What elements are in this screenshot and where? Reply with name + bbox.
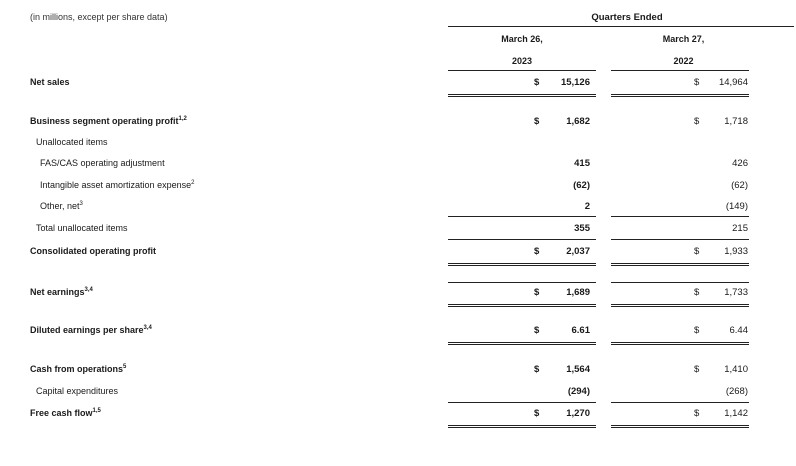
diluted-eps-2023: 6.61	[571, 325, 590, 336]
single-rule	[448, 239, 596, 240]
currency-symbol: $	[694, 116, 700, 127]
consolidated-op-2023: 2,037	[566, 246, 590, 257]
net-earnings-2022: 1,733	[724, 287, 748, 298]
row-label-net-earnings: Net earnings$^{3,4}$	[30, 287, 93, 297]
currency-symbol: $	[534, 287, 540, 298]
intangible-2023: (62)	[573, 180, 590, 191]
total-unallocated-2023: 355	[574, 223, 590, 234]
currency-symbol: $	[694, 364, 700, 375]
net-sales-2023: 15,126	[560, 77, 590, 88]
currency-symbol: $	[694, 408, 700, 419]
consolidated-op-2022: 1,933	[724, 246, 748, 257]
quarters-ended-header: Quarters Ended	[591, 12, 663, 23]
col1-header-rule	[448, 70, 596, 71]
row-label-cfo: Cash from operations$^5$	[30, 364, 127, 374]
fascas-2022: 426	[732, 158, 748, 169]
total-unallocated-2022: 215	[732, 223, 748, 234]
double-rule	[611, 304, 749, 307]
row-label-diluted-eps: Diluted earnings per share$^{3,4}$	[30, 325, 152, 335]
bsop-2022: 1,718	[724, 116, 748, 127]
other-2023: 2	[584, 201, 590, 212]
currency-symbol: $	[694, 77, 700, 88]
header-rule	[448, 26, 794, 27]
currency-symbol: $	[694, 246, 700, 257]
intangible-2022: (62)	[731, 180, 748, 191]
col2-year: 2022	[673, 56, 694, 66]
bsop-2023: 1,682	[566, 116, 590, 127]
col2-date: March 27,	[662, 34, 705, 44]
net-earnings-2023: 1,689	[566, 287, 590, 298]
table-units-note: (in millions, except per share data)	[30, 12, 168, 22]
col1-date: March 26,	[501, 34, 543, 44]
col2-header-rule	[611, 70, 749, 71]
row-label-fascas: FAS/CAS operating adjustment	[40, 158, 165, 168]
row-label-net-sales: Net sales	[30, 77, 70, 87]
row-label-fcf: Free cash flow$^{1,5}$	[30, 408, 101, 418]
double-rule	[611, 342, 749, 345]
single-rule	[448, 282, 596, 283]
single-rule	[448, 216, 596, 217]
diluted-eps-2022: 6.44	[729, 325, 748, 336]
net-sales-2022: 14,964	[718, 77, 748, 88]
double-rule	[448, 263, 596, 266]
currency-symbol: $	[534, 116, 540, 127]
currency-symbol: $	[694, 325, 700, 336]
row-label-consolidated-op: Consolidated operating profit	[30, 246, 156, 256]
single-rule	[611, 216, 749, 217]
row-label-unallocated: Unallocated items	[36, 137, 108, 147]
row-label-bsop: Business segment operating profit$^{1,2}$	[30, 116, 187, 126]
other-2022: (149)	[725, 201, 748, 212]
cfo-2022: 1,410	[724, 364, 748, 375]
currency-symbol: $	[534, 408, 540, 419]
cfo-2023: 1,564	[566, 364, 590, 375]
double-rule	[448, 425, 596, 428]
row-label-total-unallocated: Total unallocated items	[36, 223, 128, 233]
currency-symbol: $	[534, 246, 540, 257]
fascas-2023: 415	[574, 158, 590, 169]
capex-2023: (294)	[567, 386, 590, 397]
capex-2022: (268)	[725, 386, 748, 397]
row-label-other: Other, net$^3$	[40, 201, 83, 211]
currency-symbol: $	[694, 287, 700, 298]
single-rule	[611, 402, 749, 403]
currency-symbol: $	[534, 364, 540, 375]
currency-symbol: $	[534, 77, 540, 88]
col1-year: 2023	[511, 56, 533, 66]
double-rule	[611, 94, 749, 97]
double-rule	[448, 342, 596, 345]
single-rule	[448, 402, 596, 403]
currency-symbol: $	[534, 325, 540, 336]
double-rule	[611, 263, 749, 266]
row-label-capex: Capital expenditures	[36, 386, 119, 396]
double-rule	[448, 94, 596, 97]
row-label-intangible: Intangible asset amortization expense$^2$	[40, 180, 195, 190]
fcf-2023: 1,270	[566, 408, 590, 419]
fcf-2022: 1,142	[724, 408, 748, 419]
double-rule	[611, 425, 749, 428]
double-rule	[448, 304, 596, 307]
single-rule	[611, 239, 749, 240]
single-rule	[611, 282, 749, 283]
